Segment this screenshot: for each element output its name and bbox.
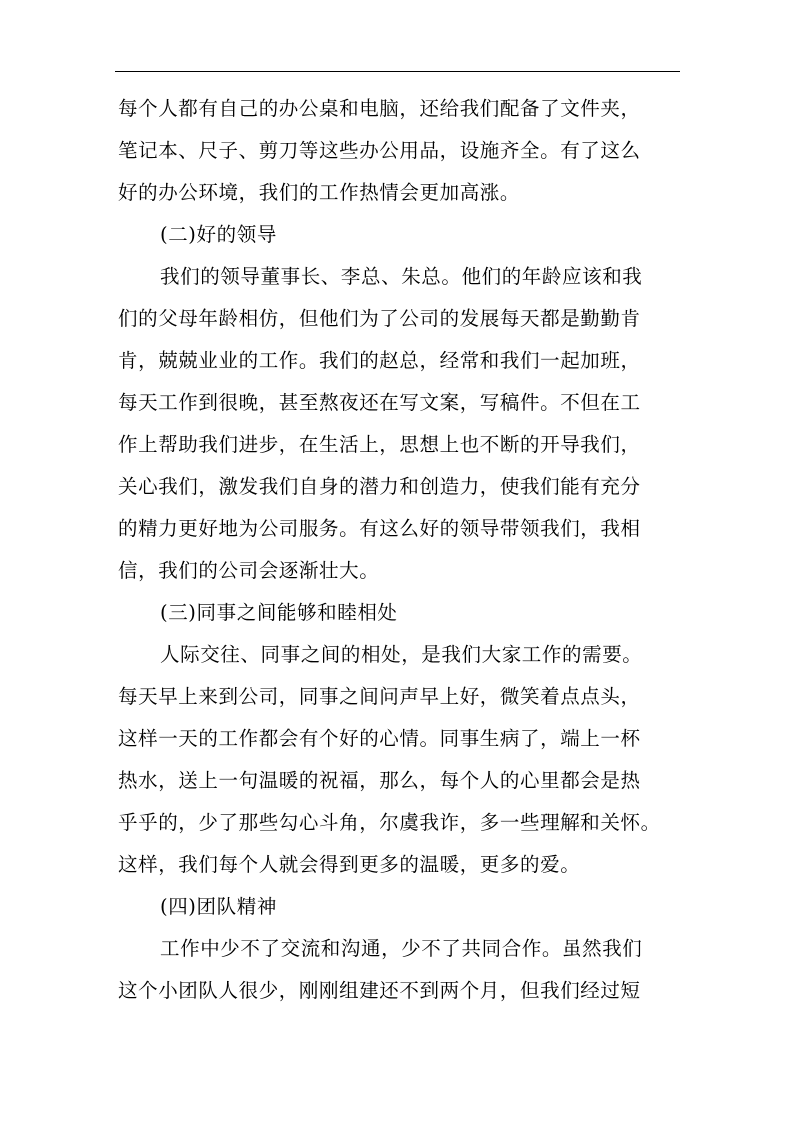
section-heading: (二)好的领导 (160, 223, 277, 246)
text-line: 每天工作到很晚，甚至熬夜还在写文案，写稿件。不但在工 (118, 391, 641, 414)
text-line: 笔记本、尺子、剪刀等这些办公用品，设施齐全。有了这么 (118, 139, 641, 162)
text-line: 关心我们，激发我们自身的潜力和创造力，使我们能有充分 (118, 475, 641, 498)
text-line: 肯，兢兢业业的工作。我们的赵总，经常和我们一起加班， (118, 349, 641, 372)
paragraph-first-line: 人际交往、同事之间的相处，是我们大家工作的需要。 (160, 643, 643, 666)
text-line: 信，我们的公司会逐渐壮大。 (118, 559, 380, 582)
text-line: 们的父母年龄相仿，但他们为了公司的发展每天都是勤勤肯 (118, 307, 641, 330)
text-line: 作上帮助我们进步，在生活上，思想上也不断的开导我们， (118, 433, 641, 456)
document-body (118, 88, 686, 1012)
text-line: 的精力更好地为公司服务。有这么好的领导带领我们，我相 (118, 517, 641, 540)
text-line: 每天早上来到公司，同事之间问声早上好，微笑着点点头， (118, 685, 641, 708)
header-rule (115, 71, 680, 72)
text-line: 好的办公环境，我们的工作热情会更加高涨。 (118, 181, 521, 204)
section-heading: (三)同事之间能够和睦相处 (160, 601, 398, 624)
text-line: 乎乎的，少了那些勾心斗角，尔虞我诈，多一些理解和关怀。 (118, 811, 661, 834)
text-line: 热水，送上一句温暖的祝福，那么，每个人的心里都会是热 (118, 769, 641, 792)
section-heading: (四)团队精神 (160, 895, 277, 918)
text-line: 这个小团队人很少，刚刚组建还不到两个月，但我们经过短 (118, 979, 641, 1002)
paragraph-first-line: 工作中少不了交流和沟通，少不了共同合作。虽然我们 (160, 937, 643, 960)
paragraph-first-line: 我们的领导董事长、李总、朱总。他们的年龄应该和我 (160, 265, 643, 288)
text-line: 这样一天的工作都会有个好的心情。同事生病了，端上一杯 (118, 727, 641, 750)
text-line: 每个人都有自己的办公桌和电脑，还给我们配备了文件夹， (118, 97, 641, 120)
text-line: 这样，我们每个人就会得到更多的温暖，更多的爱。 (118, 853, 581, 876)
